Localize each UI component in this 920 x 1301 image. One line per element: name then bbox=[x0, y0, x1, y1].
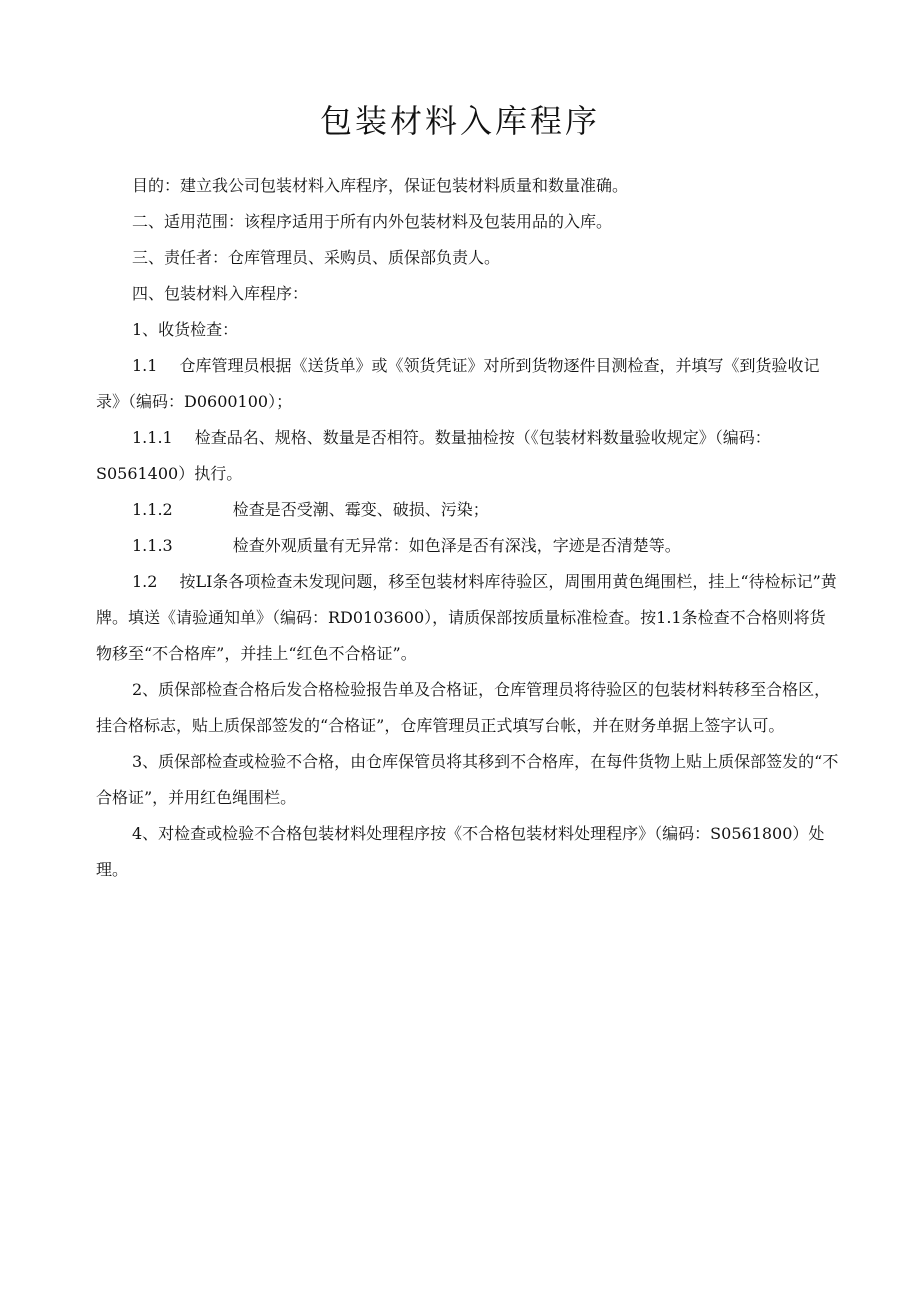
purpose-paragraph: 目的：建立我公司包装材料入库程序，保证包装材料质量和数量准确。 bbox=[132, 176, 629, 195]
scope-paragraph: 二、适用范围：该程序适用于所有内外包装材料及包装用品的入库。 bbox=[132, 212, 613, 231]
step3-paragraph: 3、质保部检查或检验不合格，由仓库保管员将其移到不合格库，在每件货物上贴上质保部签发的“不合格证”，并用红色绳围栏。 bbox=[96, 752, 839, 807]
step1-heading: 1、收货检查： bbox=[132, 320, 239, 339]
step1-1-2-text: 检查是否受潮、霉变、破损、污染； bbox=[232, 500, 489, 519]
step1-2-number: 1.2 bbox=[132, 572, 158, 591]
step1-2-paragraph bbox=[96, 564, 840, 672]
step1-1-number: 1.1 bbox=[132, 356, 158, 375]
procedure-heading: 四、包装材料入库程序： bbox=[132, 284, 309, 303]
step1-1-1-number: 1.1.1 bbox=[132, 428, 173, 447]
step1-1-3-text: 检查外观质量有无异常：如色泽是否有深浅，字迹是否清楚等。 bbox=[232, 536, 681, 555]
step1-1-1-text: 检查品名、规格、数量是否相符。数量抽检按（《包装材料数量验收规定》（编码：S0561400）执行。 bbox=[96, 428, 771, 483]
step1-1-text: 仓库管理员根据《送货单》或《领货凭证》对所到货物逐件目测检查，并填写《到货验收记录》（编码：D0600100）； bbox=[96, 356, 820, 411]
step2-paragraph: 2、质保部检查合格后发合格检验报告单及合格证，仓库管理员将待验区的包装材料转移至合格区，挂合格标志，贴上质保部签发的“合格证”，仓库管理员正式填写台帐，并在财务单据上签字认可。 bbox=[96, 680, 831, 735]
responsible-paragraph: 三、责任者：仓库管理员、采购员、质保部负责人。 bbox=[132, 248, 501, 267]
step1-1-2-number: 1.1.2 bbox=[132, 500, 173, 519]
step1-2-text: 按LI条各项检查未发现问题，移至包装材料库待验区，周围用黄色绳围栏，挂上“待检标记”黄牌。填送《请验通知单》（编码：RD0103600），请质保部按质量标准检查。按1.1条检查不合格则将货物移至“不合格库”，并挂上“红色不合格证”。 bbox=[96, 572, 837, 663]
step1-1-2-paragraph bbox=[96, 492, 840, 528]
document-body bbox=[96, 168, 840, 888]
step1-1-3-number: 1.1.3 bbox=[132, 536, 173, 555]
step4-paragraph: 4、对检查或检验不合格包装材料处理程序按《不合格包装材料处理程序》（编码：S0561800）处理。 bbox=[96, 824, 825, 879]
step1-1-1-paragraph bbox=[96, 420, 840, 492]
step1-1-3-paragraph bbox=[96, 528, 840, 564]
step1-1-paragraph bbox=[96, 348, 840, 420]
document-title: 包装材料入库程序 bbox=[319, 102, 600, 140]
